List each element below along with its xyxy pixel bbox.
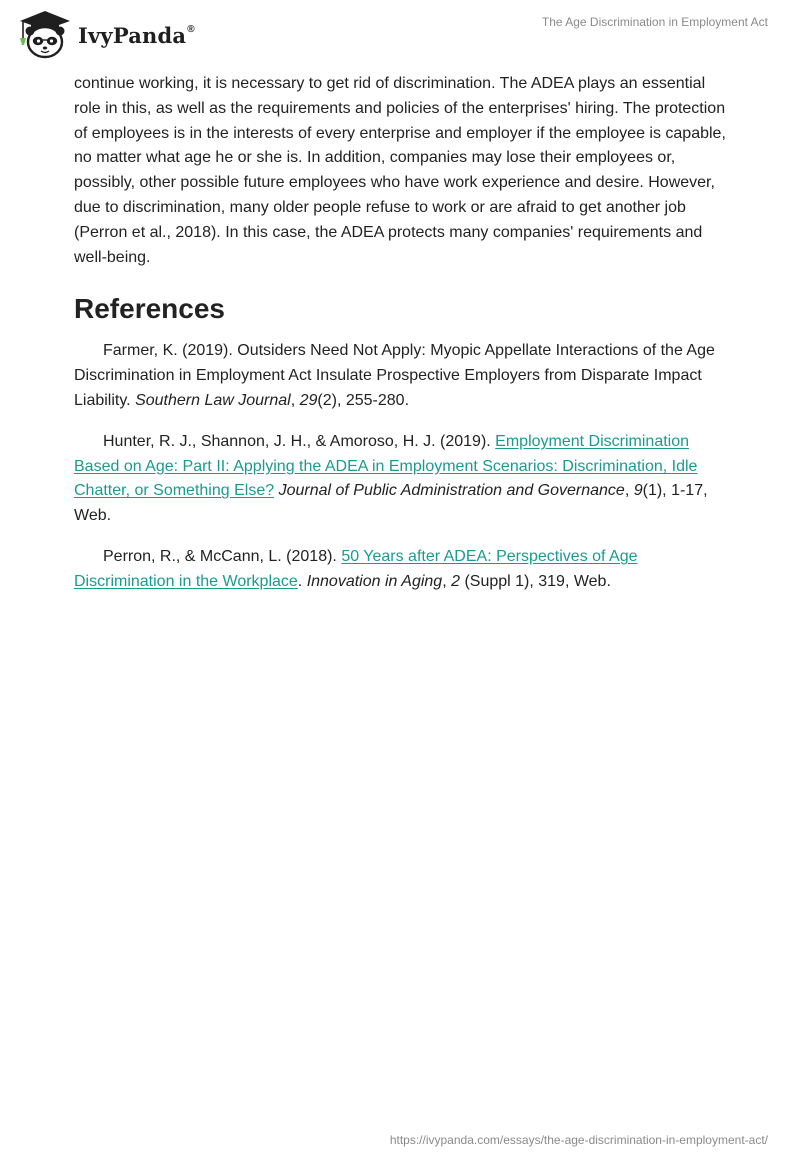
reference-authors: Perron, R., & McCann, L. (2018). bbox=[103, 547, 342, 565]
reference-link[interactable]: 50 Years after ADEA: Perspectives of Age Discrimination in the Workplace bbox=[74, 547, 638, 590]
reference-item bbox=[74, 545, 734, 595]
reference-separator: , bbox=[442, 572, 452, 590]
reference-journal: Journal of Public Administration and Governance bbox=[278, 482, 625, 500]
reference-link[interactable]: Employment Discrimination Based on Age: Part II: Applying the ADEA in Employment Scenarios: Discrimination, Idle Chatter, or Something Else? bbox=[74, 432, 698, 500]
reference-volume: 9 bbox=[633, 482, 643, 500]
reference-authors: Farmer, K. (2019). Outsiders Need Not Apply: Myopic Appellate Interactions of the Age Discrimination in Employment Act Insulate Prospective Employers from Disparate Impact Liability. bbox=[74, 342, 715, 409]
body-paragraph: continue working, it is necessary to get rid of discrimination. The ADEA plays an essential role in this, as well as the requirements and policies of the enterprises' hiring. The protection of employees is in the interests of every enterprise and employer if the employee is capable, no matter what age he or she is. In addition, companies may lose their employees or, possibly, other possible future employees who have work experience and desire. However, due to discrimination, many older people refuse to work or are afraid to get another job (Perron et al., 2018). In this case, the ADEA protects many companies' requirements and well-being. bbox=[74, 75, 726, 266]
reference-separator: , bbox=[290, 391, 300, 409]
reference-separator: . bbox=[297, 572, 307, 590]
reference-pages: (Suppl 1), 319, Web. bbox=[460, 572, 611, 590]
reference-pages: (2), 255-280. bbox=[317, 391, 410, 409]
reference-journal: Southern Law Journal bbox=[135, 391, 291, 409]
logo-wordmark: IvyPanda® bbox=[78, 22, 195, 48]
reference-item bbox=[74, 339, 734, 413]
reference-volume: 2 bbox=[451, 572, 460, 590]
references-list bbox=[74, 339, 734, 594]
essay-content bbox=[74, 72, 734, 611]
ivypanda-logo[interactable] bbox=[14, 6, 195, 62]
reference-volume: 29 bbox=[299, 391, 318, 409]
reference-item bbox=[74, 430, 734, 529]
panda-graduate-logo-icon bbox=[14, 7, 74, 61]
registered-mark: ® bbox=[187, 23, 195, 35]
reference-pages: (1), 1-17, Web. bbox=[74, 482, 708, 525]
document-title: The Age Discrimination in Employment Act bbox=[541, 15, 768, 29]
reference-journal: Innovation in Aging bbox=[306, 572, 443, 590]
reference-authors: Hunter, R. J., Shannon, J. H., & Amoroso, H. J. (2019). bbox=[103, 432, 496, 450]
footer-source-url[interactable]: https://ivypanda.com/essays/the-age-discrimination-in-employment-act/ bbox=[389, 1133, 768, 1147]
reference-separator: , bbox=[624, 482, 634, 500]
page-header bbox=[0, 0, 800, 70]
references-heading: References bbox=[74, 293, 225, 325]
